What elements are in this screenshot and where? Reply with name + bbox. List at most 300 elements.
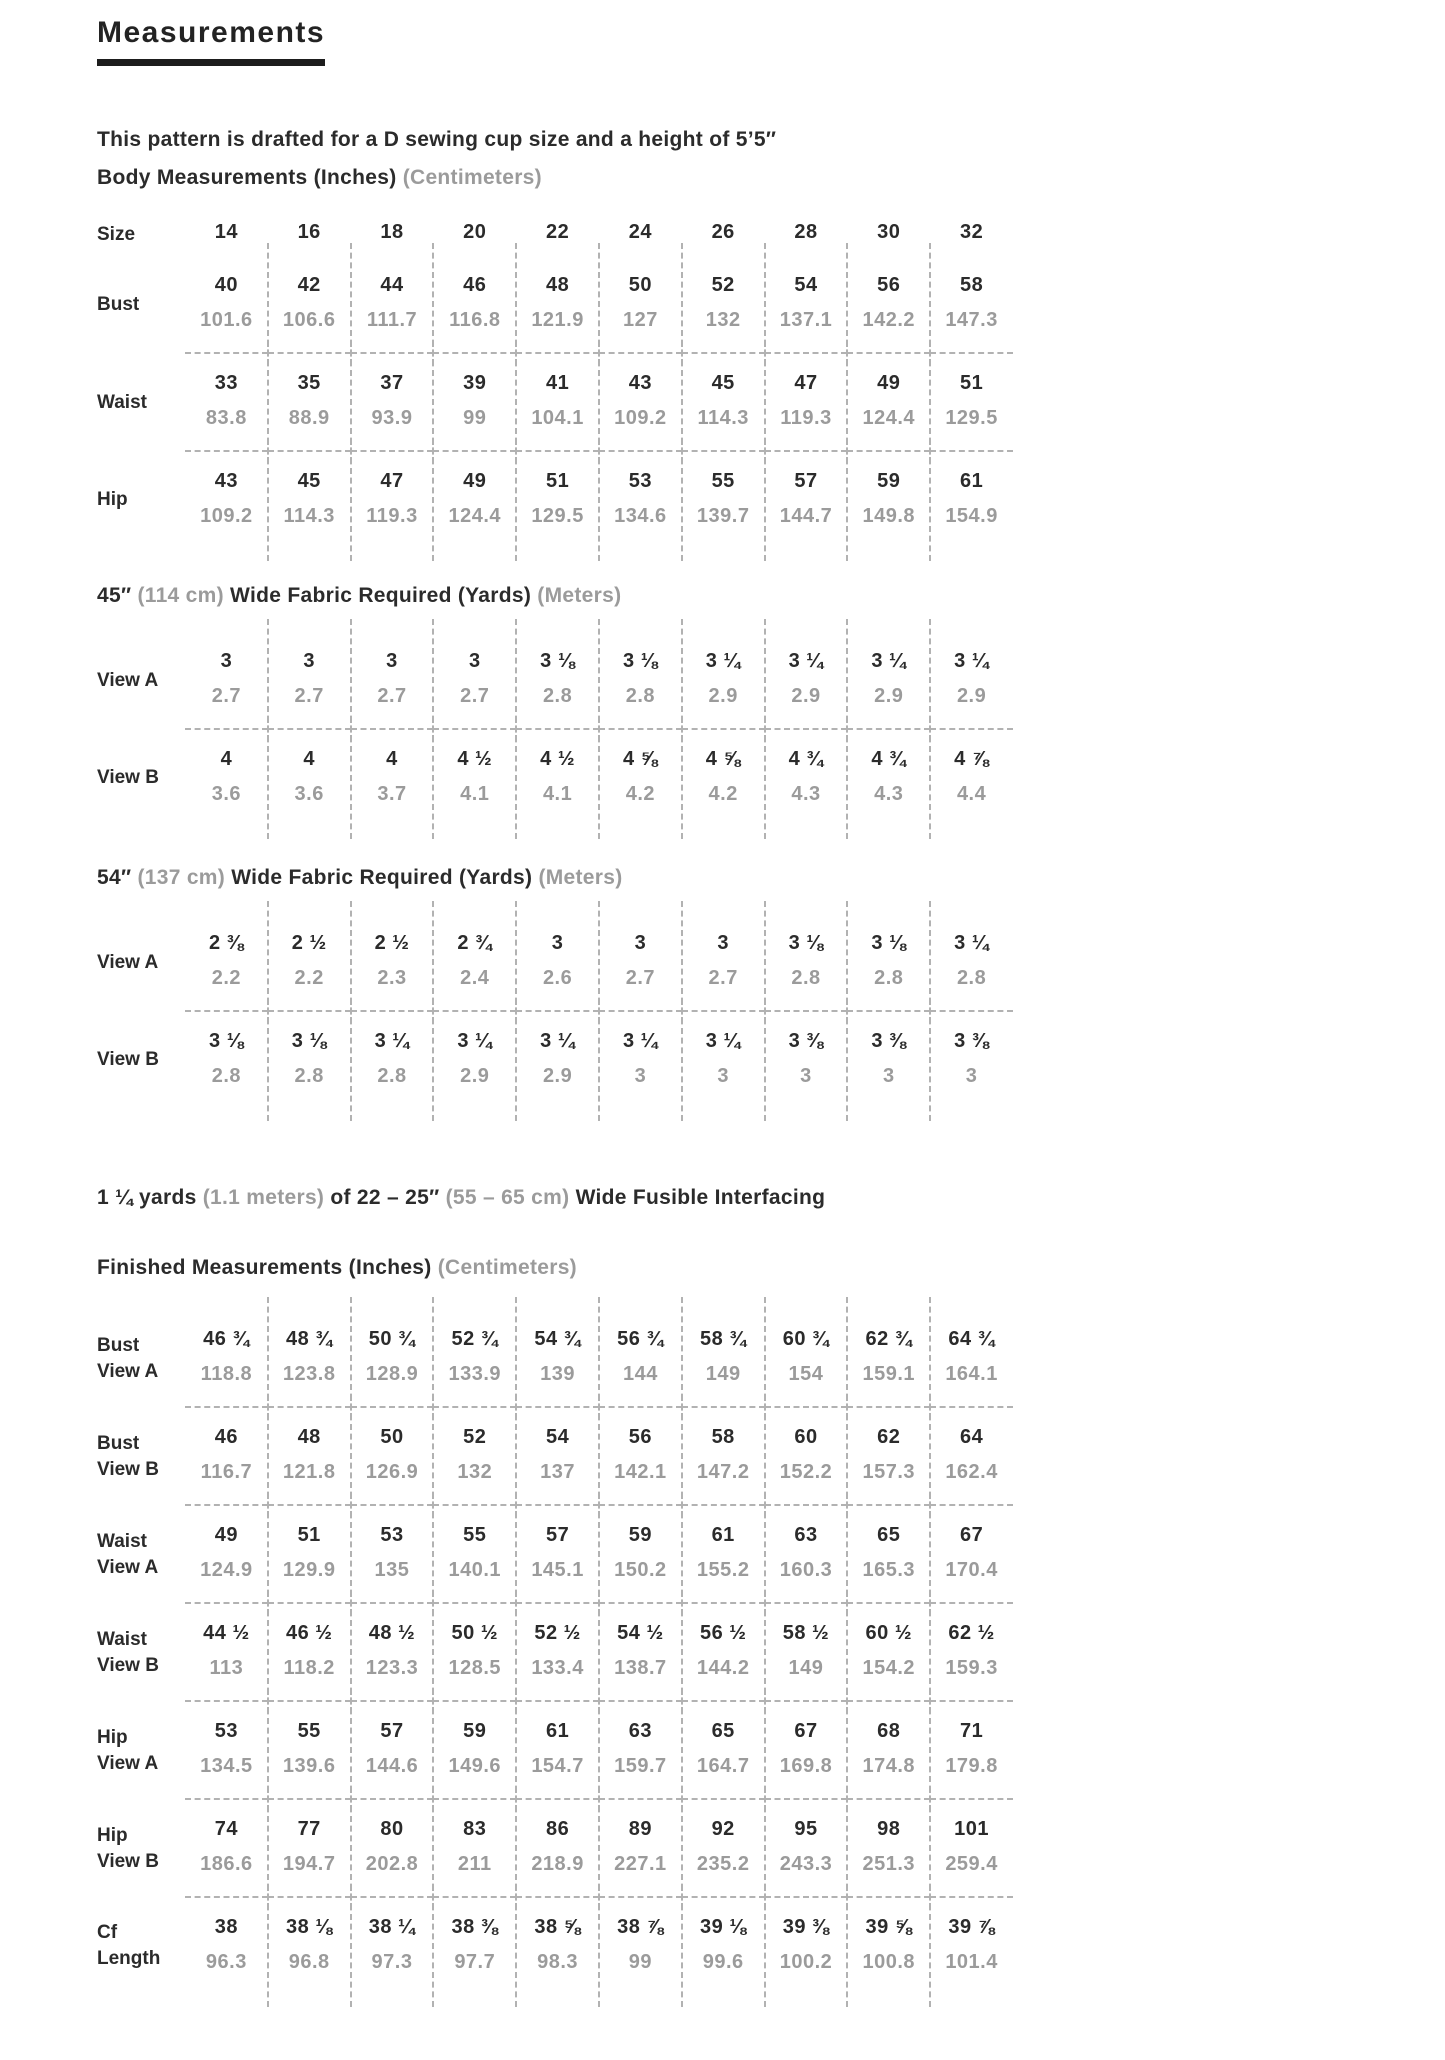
secondary-value: 149 xyxy=(788,1657,824,1679)
secondary-value: 118.8 xyxy=(200,1363,253,1385)
table-cell xyxy=(682,1408,765,1506)
primary-value: 50 ½ xyxy=(451,1622,499,1644)
secondary-value: 3 xyxy=(634,1065,647,1087)
primary-value: 49 xyxy=(214,1524,239,1546)
primary-value: 64 xyxy=(959,1426,984,1448)
table-cell xyxy=(268,1012,351,1108)
primary-value: 4 ¾ xyxy=(871,748,907,770)
secondary-value: 121.8 xyxy=(282,1461,336,1483)
row-label: Hip xyxy=(97,489,128,510)
secondary-value: 2.8 xyxy=(956,967,987,989)
secondary-value: 3.7 xyxy=(377,783,407,805)
primary-value: 58 ½ xyxy=(782,1622,830,1644)
primary-value: 38 ¼ xyxy=(368,1916,416,1938)
primary-value: 42 xyxy=(297,274,321,296)
table-cell xyxy=(351,730,434,826)
table-cell xyxy=(433,1310,516,1408)
table-row xyxy=(97,256,1013,354)
primary-value: 56 ½ xyxy=(699,1622,747,1644)
body-measurements-table xyxy=(97,214,1013,548)
table-cell xyxy=(930,256,1013,354)
table-cell xyxy=(351,1702,434,1800)
table-cell xyxy=(847,452,930,548)
secondary-value: 144.6 xyxy=(365,1755,419,1777)
secondary-value: 157.3 xyxy=(862,1461,916,1483)
table-cell xyxy=(351,256,434,354)
primary-value: 24 xyxy=(628,221,653,243)
table-cell xyxy=(682,1012,765,1108)
secondary-value: 2.6 xyxy=(542,967,573,989)
primary-value: 3 xyxy=(220,650,233,672)
table-cell xyxy=(682,1506,765,1604)
secondary-value: 100.2 xyxy=(779,1951,833,1973)
secondary-value: 142.2 xyxy=(862,309,916,331)
table-cell xyxy=(351,1898,434,1994)
primary-value: 67 xyxy=(959,1524,984,1546)
secondary-value: 132 xyxy=(457,1461,493,1483)
header-text-muted: (Centimeters) xyxy=(437,1256,577,1279)
primary-value: 50 xyxy=(380,1426,404,1448)
primary-value: 52 xyxy=(463,1426,487,1448)
secondary-value: 128.5 xyxy=(448,1657,502,1679)
table-cell xyxy=(765,914,848,1012)
row-label: Size xyxy=(97,224,136,245)
primary-value: 86 xyxy=(545,1818,570,1840)
table-cell xyxy=(599,914,682,1012)
header-text: Wide Fabric Required (Yards) xyxy=(231,866,539,889)
secondary-value: 202.8 xyxy=(365,1853,419,1875)
primary-value: 49 xyxy=(877,372,901,394)
table-cell xyxy=(682,214,765,256)
table-cell xyxy=(599,1898,682,1994)
secondary-value: 149.8 xyxy=(862,505,916,527)
secondary-value: 106.6 xyxy=(282,309,336,331)
table-cell xyxy=(682,730,765,826)
secondary-value: 2.3 xyxy=(377,967,407,989)
secondary-value: 124.4 xyxy=(862,407,916,429)
table-cell xyxy=(268,914,351,1012)
table-cell xyxy=(351,1506,434,1604)
secondary-value: 2.2 xyxy=(211,967,242,989)
table-cell xyxy=(185,1898,268,1994)
primary-value: 2 ½ xyxy=(374,932,410,954)
secondary-value: 170.4 xyxy=(945,1559,998,1581)
primary-value: 54 ½ xyxy=(617,1622,664,1644)
table-cell xyxy=(516,1408,599,1506)
secondary-value: 2.7 xyxy=(625,967,656,989)
primary-value: 52 xyxy=(711,274,735,296)
primary-value: 54 xyxy=(545,1426,570,1448)
table-cell xyxy=(351,452,434,548)
secondary-value: 165.3 xyxy=(862,1559,916,1581)
table-cell xyxy=(930,914,1013,1012)
primary-value: 77 xyxy=(297,1818,321,1840)
secondary-value: 2.8 xyxy=(874,967,904,989)
secondary-value: 124.4 xyxy=(448,505,502,527)
table-cell xyxy=(930,1702,1013,1800)
primary-value: 22 xyxy=(545,221,570,243)
primary-value: 52 ½ xyxy=(534,1622,581,1644)
secondary-value: 159.7 xyxy=(614,1755,667,1777)
table-row xyxy=(97,1506,1013,1604)
table-cell xyxy=(185,354,268,452)
secondary-value: 119.3 xyxy=(366,505,418,527)
secondary-value: 4.2 xyxy=(625,783,656,805)
table-cell xyxy=(185,1506,268,1604)
table-cell xyxy=(847,1604,930,1702)
table-cell xyxy=(847,1408,930,1506)
table-cell xyxy=(599,1408,682,1506)
primary-value: 4 ½ xyxy=(540,748,576,770)
primary-value: 3 ⅜ xyxy=(871,1030,907,1052)
table-cell xyxy=(516,1800,599,1898)
primary-value: 46 ¾ xyxy=(203,1328,250,1350)
table-cell xyxy=(847,1012,930,1108)
primary-value: 3 ⅜ xyxy=(788,1030,824,1052)
primary-value: 61 xyxy=(959,470,984,492)
secondary-value: 154.2 xyxy=(862,1657,916,1679)
page-title: Measurements xyxy=(97,16,326,49)
primary-value: 3 ¼ xyxy=(788,650,824,672)
table-cell xyxy=(599,1310,682,1408)
secondary-value: 2.7 xyxy=(377,685,407,707)
table-cell xyxy=(682,1800,765,1898)
primary-value: 55 xyxy=(463,1524,487,1546)
primary-value: 3 ¼ xyxy=(871,650,907,672)
secondary-value: 235.2 xyxy=(696,1853,750,1875)
secondary-value: 99 xyxy=(463,407,487,429)
table-cell xyxy=(765,256,848,354)
table-cell xyxy=(268,1604,351,1702)
table-cell xyxy=(516,632,599,730)
primary-value: 46 ½ xyxy=(285,1622,333,1644)
table-cell xyxy=(185,1604,268,1702)
secondary-value: 121.9 xyxy=(531,309,584,331)
table-row xyxy=(97,214,1013,256)
table-cell xyxy=(433,730,516,826)
secondary-value: 144.2 xyxy=(696,1657,750,1679)
secondary-value: 116.8 xyxy=(449,309,501,331)
table-row xyxy=(97,452,1013,548)
primary-value: 4 ¾ xyxy=(788,748,824,770)
primary-value: 59 xyxy=(628,1524,653,1546)
table-row xyxy=(97,1800,1013,1898)
primary-value: 50 xyxy=(628,274,653,296)
secondary-value: 139.7 xyxy=(696,505,750,527)
table-cell xyxy=(351,354,434,452)
secondary-value: 126.9 xyxy=(365,1461,419,1483)
secondary-value: 154.7 xyxy=(531,1755,584,1777)
primary-value: 2 ½ xyxy=(291,932,327,954)
primary-value: 67 xyxy=(794,1720,818,1742)
primary-value: 55 xyxy=(711,470,735,492)
table-cell xyxy=(185,632,268,730)
secondary-value: 4.2 xyxy=(708,783,738,805)
primary-value: 47 xyxy=(794,372,818,394)
primary-value: 64 ¾ xyxy=(948,1328,995,1350)
table-cell xyxy=(599,214,682,256)
table-cell xyxy=(268,452,351,548)
table-cell xyxy=(682,632,765,730)
secondary-value: 133.9 xyxy=(448,1363,502,1385)
secondary-value: 174.8 xyxy=(862,1755,916,1777)
primary-value: 3 xyxy=(468,650,481,672)
primary-value: 46 xyxy=(214,1426,239,1448)
primary-value: 3 ⅛ xyxy=(540,650,576,672)
primary-value: 2 ⅜ xyxy=(208,932,244,954)
table-cell xyxy=(765,632,848,730)
secondary-value: 88.9 xyxy=(288,407,330,429)
primary-value: 58 ¾ xyxy=(699,1328,747,1350)
row-label: Hip View B xyxy=(97,1825,159,1872)
table-row xyxy=(97,1898,1013,1994)
secondary-value: 139.6 xyxy=(282,1755,336,1777)
table-cell xyxy=(599,452,682,548)
header-text-muted: (114 cm) xyxy=(137,584,231,607)
table-cell xyxy=(516,1702,599,1800)
secondary-value: 137 xyxy=(540,1461,576,1483)
table-cell xyxy=(599,354,682,452)
secondary-value: 4.1 xyxy=(542,783,573,805)
secondary-value: 155.2 xyxy=(696,1559,750,1581)
primary-value: 65 xyxy=(877,1524,901,1546)
secondary-value: 160.3 xyxy=(779,1559,833,1581)
primary-value: 57 xyxy=(545,1524,570,1546)
primary-value: 43 xyxy=(214,470,239,492)
primary-value: 38 ⅞ xyxy=(617,1916,664,1938)
primary-value: 57 xyxy=(380,1720,404,1742)
row-label: Cf Length xyxy=(97,1922,161,1969)
table-cell xyxy=(516,354,599,452)
primary-value: 3 ¼ xyxy=(954,932,990,954)
table-cell xyxy=(682,1604,765,1702)
primary-value: 63 xyxy=(794,1524,818,1546)
table-cell xyxy=(185,1408,268,1506)
header-text-muted: (1.1 meters) xyxy=(202,1186,331,1209)
primary-value: 49 xyxy=(463,470,487,492)
secondary-value: 109.2 xyxy=(200,505,253,527)
primary-value: 39 xyxy=(463,372,487,394)
header-text-muted: (55 – 65 cm) xyxy=(445,1186,576,1209)
primary-value: 95 xyxy=(794,1818,818,1840)
primary-value: 4 ⅞ xyxy=(954,748,990,770)
primary-value: 3 ¼ xyxy=(457,1030,493,1052)
header-text: Wide Fabric Required (Yards) xyxy=(230,584,538,607)
primary-value: 40 xyxy=(214,274,239,296)
primary-value: 3 ⅜ xyxy=(954,1030,990,1052)
table-cell xyxy=(765,1012,848,1108)
table-cell xyxy=(268,1506,351,1604)
secondary-value: 133.4 xyxy=(531,1657,584,1679)
primary-value: 32 xyxy=(959,221,984,243)
table-cell xyxy=(268,730,351,826)
table-cell xyxy=(930,1408,1013,1506)
primary-value: 4 xyxy=(303,748,315,770)
primary-value: 53 xyxy=(380,1524,404,1546)
table-cell xyxy=(268,214,351,256)
table-cell xyxy=(268,256,351,354)
primary-value: 4 ⅝ xyxy=(705,748,741,770)
table-row xyxy=(97,1310,1013,1408)
table-cell xyxy=(185,1310,268,1408)
primary-value: 59 xyxy=(463,1720,487,1742)
table-row xyxy=(97,730,1013,826)
secondary-value: 116.7 xyxy=(200,1461,253,1483)
primary-value: 60 xyxy=(794,1426,818,1448)
table-cell xyxy=(930,214,1013,256)
primary-value: 3 xyxy=(303,650,315,672)
table-cell xyxy=(847,1898,930,1994)
secondary-value: 149.6 xyxy=(448,1755,502,1777)
secondary-value: 2.9 xyxy=(542,1065,573,1087)
primary-value: 56 ¾ xyxy=(617,1328,664,1350)
primary-value: 3 ⅛ xyxy=(622,650,658,672)
secondary-value: 134.5 xyxy=(200,1755,253,1777)
primary-value: 39 ⅞ xyxy=(948,1916,995,1938)
table-cell xyxy=(847,1702,930,1800)
primary-value: 63 xyxy=(628,1720,653,1742)
table-cell xyxy=(516,1604,599,1702)
primary-value: 80 xyxy=(380,1818,404,1840)
secondary-value: 159.3 xyxy=(945,1657,998,1679)
table-cell xyxy=(765,730,848,826)
secondary-value: 2.7 xyxy=(211,685,242,707)
primary-value: 54 ¾ xyxy=(534,1328,581,1350)
row-label: View A xyxy=(97,952,159,973)
header-text-muted: (Centimeters) xyxy=(402,166,542,189)
secondary-value: 137.1 xyxy=(779,309,833,331)
table-cell xyxy=(268,1702,351,1800)
secondary-value: 147.3 xyxy=(945,309,998,331)
primary-value: 39 ⅜ xyxy=(782,1916,830,1938)
row-label: View A xyxy=(97,670,159,691)
primary-value: 58 xyxy=(959,274,984,296)
table-cell xyxy=(433,632,516,730)
secondary-value: 2.2 xyxy=(294,967,324,989)
table-cell xyxy=(599,632,682,730)
secondary-value: 4.3 xyxy=(791,783,821,805)
table-cell xyxy=(185,1702,268,1800)
secondary-value: 3 xyxy=(800,1065,812,1087)
table-cell xyxy=(433,214,516,256)
primary-value: 62 ½ xyxy=(948,1622,995,1644)
table-cell xyxy=(516,1898,599,1994)
table-cell xyxy=(682,1898,765,1994)
table-row xyxy=(97,914,1013,1012)
table-cell xyxy=(351,914,434,1012)
table-cell xyxy=(516,214,599,256)
secondary-value: 2.9 xyxy=(874,685,904,707)
header-text: Body Measurements (Inches) xyxy=(97,166,403,189)
primary-value: 47 xyxy=(380,470,404,492)
primary-value: 61 xyxy=(711,1524,735,1546)
primary-value: 46 xyxy=(463,274,487,296)
primary-value: 45 xyxy=(297,470,321,492)
table-cell xyxy=(599,730,682,826)
primary-value: 4 xyxy=(220,748,233,770)
secondary-value: 2.7 xyxy=(294,685,324,707)
header-text: Wide Fusible Interfacing xyxy=(575,1186,826,1209)
table-cell xyxy=(765,1310,848,1408)
table-cell xyxy=(516,452,599,548)
header-text: of 22 – 25″ xyxy=(330,1186,446,1209)
table-row xyxy=(97,632,1013,730)
secondary-value: 100.8 xyxy=(862,1951,916,1973)
primary-value: 83 xyxy=(463,1818,487,1840)
primary-value: 48 ¾ xyxy=(285,1328,333,1350)
table-cell xyxy=(599,1506,682,1604)
table-cell xyxy=(433,1800,516,1898)
primary-value: 51 xyxy=(959,372,984,394)
primary-value: 43 xyxy=(628,372,653,394)
pattern-note: This pattern is drafted for a D sewing cup size and a height of 5’5″ xyxy=(97,128,777,151)
table-cell xyxy=(599,1012,682,1108)
table-cell xyxy=(765,452,848,548)
primary-value: 51 xyxy=(545,470,570,492)
secondary-value: 2.9 xyxy=(956,685,987,707)
secondary-value: 135 xyxy=(374,1559,410,1581)
primary-value: 62 xyxy=(877,1426,901,1448)
secondary-value: 129.5 xyxy=(531,505,584,527)
primary-value: 14 xyxy=(214,221,239,243)
secondary-value: 2.8 xyxy=(542,685,573,707)
secondary-value: 97.3 xyxy=(371,1951,413,1973)
table-cell xyxy=(516,730,599,826)
title-block xyxy=(97,16,325,66)
primary-value: 41 xyxy=(545,372,570,394)
primary-value: 3 ⅛ xyxy=(208,1030,244,1052)
primary-value: 30 xyxy=(877,221,901,243)
secondary-value: 179.8 xyxy=(945,1755,998,1777)
primary-value: 20 xyxy=(463,221,487,243)
primary-value: 3 xyxy=(717,932,729,954)
secondary-value: 134.6 xyxy=(614,505,667,527)
table-cell xyxy=(599,1604,682,1702)
primary-value: 39 ⅝ xyxy=(865,1916,913,1938)
secondary-value: 99.6 xyxy=(702,1951,744,1973)
primary-value: 3 xyxy=(551,932,564,954)
table-cell xyxy=(847,256,930,354)
secondary-value: 2.9 xyxy=(791,685,821,707)
primary-value: 18 xyxy=(380,221,404,243)
primary-value: 48 xyxy=(297,1426,321,1448)
secondary-value: 98.3 xyxy=(537,1951,579,1973)
secondary-value: 194.7 xyxy=(282,1853,336,1875)
table-cell xyxy=(433,256,516,354)
table-cell xyxy=(930,1012,1013,1108)
table-cell xyxy=(847,354,930,452)
primary-value: 38 ⅝ xyxy=(534,1916,581,1938)
primary-value: 3 ¼ xyxy=(705,1030,741,1052)
finished-measurements-header xyxy=(97,1256,1415,1280)
secondary-value: 109.2 xyxy=(614,407,667,429)
secondary-value: 152.2 xyxy=(779,1461,833,1483)
fabric-45-table xyxy=(97,632,1013,826)
secondary-value: 93.9 xyxy=(371,407,413,429)
table-cell xyxy=(433,1604,516,1702)
primary-value: 54 xyxy=(794,274,818,296)
primary-value: 3 xyxy=(634,932,647,954)
table-cell xyxy=(765,1408,848,1506)
body-measurements-header xyxy=(97,166,1415,190)
primary-value: 26 xyxy=(711,221,735,243)
table-cell xyxy=(185,1012,268,1108)
secondary-value: 96.3 xyxy=(205,1951,247,1973)
secondary-value: 101.6 xyxy=(200,309,253,331)
primary-value: 37 xyxy=(380,372,404,394)
primary-value: 48 xyxy=(545,274,570,296)
table-cell xyxy=(185,256,268,354)
